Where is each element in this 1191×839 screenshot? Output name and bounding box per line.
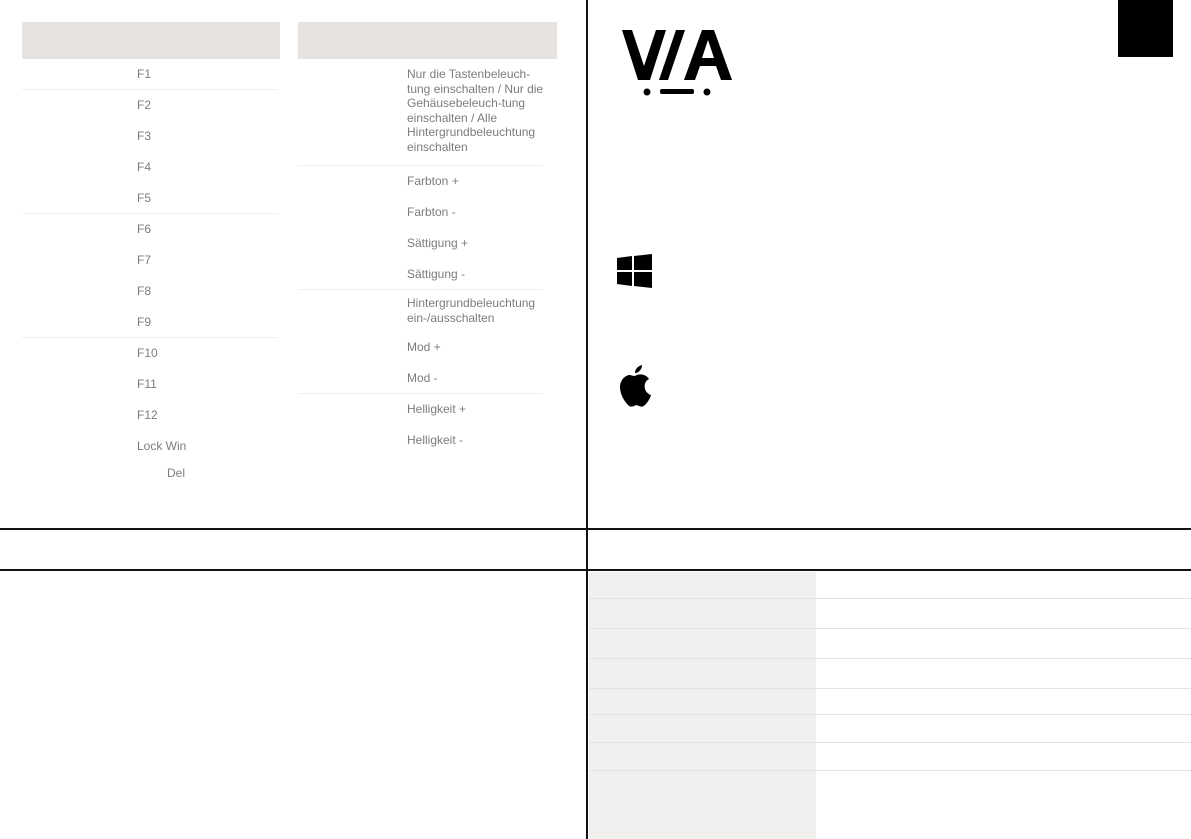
key-f1: F1	[137, 67, 152, 81]
key-del: Del	[167, 466, 186, 480]
row-separator	[22, 337, 278, 338]
function-mode-plus: Mod +	[407, 340, 441, 354]
spec-row	[589, 572, 1191, 599]
key-f2: F2	[137, 98, 152, 112]
key-f10: F10	[137, 346, 158, 360]
row-separator	[298, 165, 543, 166]
function-saturation-plus: Sättigung +	[407, 236, 469, 250]
key-f4: F4	[137, 160, 152, 174]
key-f8: F8	[137, 284, 152, 298]
function-backlight-toggle: Hintergrundbeleuchtung ein-/ausschalten	[407, 296, 536, 325]
spec-row	[589, 743, 1191, 771]
spec-row	[589, 689, 1191, 715]
spec-row	[589, 629, 1191, 659]
key-f9: F9	[137, 315, 152, 329]
row-separator	[298, 289, 543, 290]
function-brightness-minus: Helligkeit -	[407, 433, 464, 447]
function-backlight-mode: Nur die Tastenbeleuch-tung einschalten / Nur die Gehäusebeleuch-tung einschalten / Alle Hintergrundbeleuchtung einschalten	[407, 67, 544, 154]
via-logo	[620, 26, 735, 98]
function-hue-minus: Farbton -	[407, 205, 456, 219]
corner-marker	[1118, 0, 1173, 57]
key-f12: F12	[137, 408, 158, 422]
row-separator	[22, 89, 278, 90]
function-hue-plus: Farbton +	[407, 174, 459, 188]
spec-row	[589, 599, 1191, 629]
key-f6: F6	[137, 222, 152, 236]
apple-icon	[618, 365, 652, 407]
row-separator	[298, 393, 543, 394]
column-divider	[586, 0, 588, 839]
spec-row	[589, 659, 1191, 689]
key-list	[137, 64, 277, 467]
key-lock-win: Lock Win	[137, 439, 187, 453]
key-f5: F5	[137, 191, 152, 205]
function-brightness-plus: Helligkeit +	[407, 402, 467, 416]
windows-icon	[617, 254, 653, 288]
spec-row	[589, 771, 1191, 839]
section-divider-bottom	[0, 569, 1191, 571]
section-divider-top	[0, 528, 1191, 530]
key-f7: F7	[137, 253, 152, 267]
function-mode-minus: Mod -	[407, 371, 438, 385]
key-f3: F3	[137, 129, 152, 143]
spec-row	[589, 715, 1191, 743]
row-separator	[22, 213, 278, 214]
left-table-header-function	[298, 22, 557, 59]
function-saturation-minus: Sättigung -	[407, 267, 466, 281]
via-logo-icon	[620, 26, 735, 98]
key-f11: F11	[137, 377, 157, 391]
left-table-header-key	[22, 22, 280, 59]
